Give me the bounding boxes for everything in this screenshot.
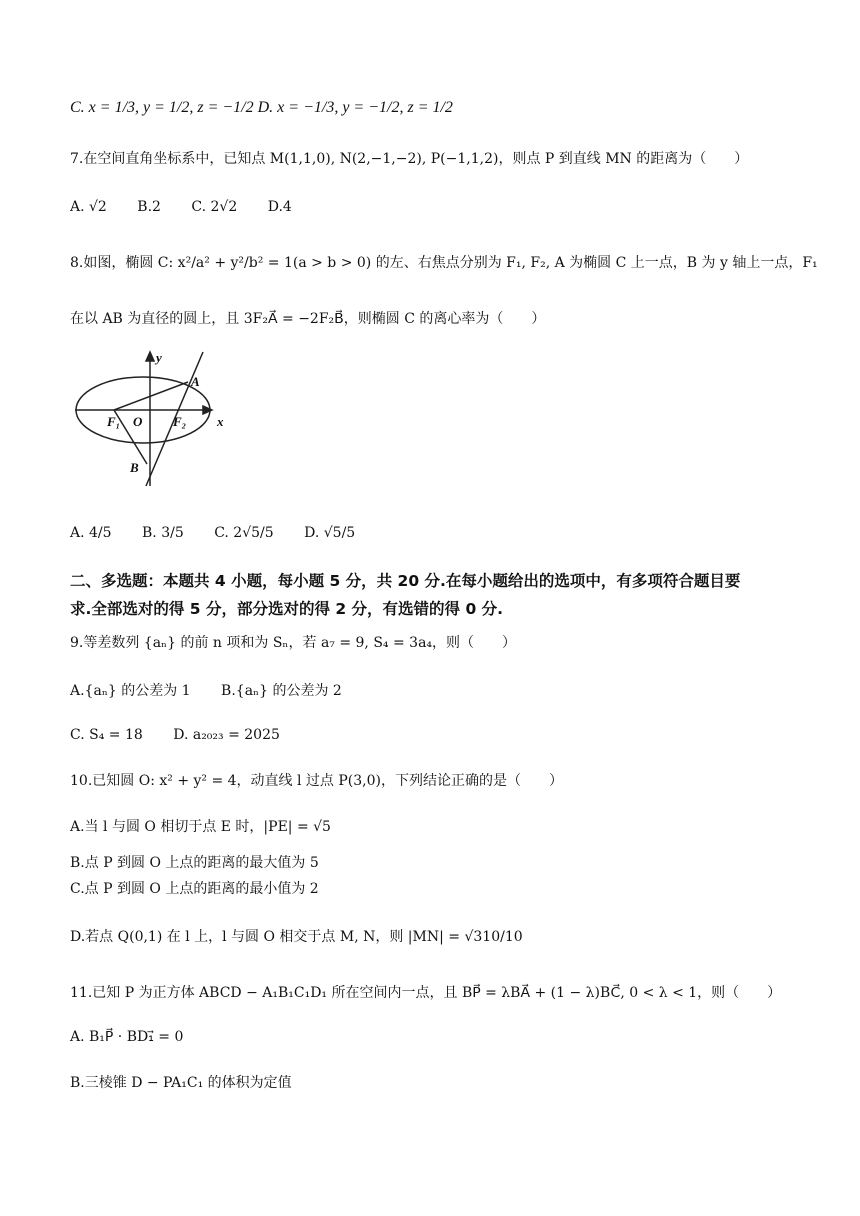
label-y: y: [156, 350, 162, 365]
q7-stem: 7.在空间直角坐标系中，已知点 M(1,1,0), N(2,−1,−2), P(−1,1,2)，则点 P 到直线 MN 的距离为（ ）: [70, 151, 749, 167]
q8-stem-2: 在以 AB 为直径的圆上，且 3F₂A⃗ = −2F₂B⃗，则椭圆 C 的离心率为（ ）: [70, 311, 546, 327]
y-axis-arrow: [146, 352, 154, 361]
q7-option-c: C. 2√2: [191, 199, 238, 215]
label-f1: F₁: [107, 414, 121, 429]
q11-option-b: B.三棱锥 D − PA₁C₁ 的体积为定值: [70, 1075, 292, 1091]
q8-option-d: D. √5/5: [304, 525, 356, 541]
q11-option-a: A. B₁P⃗ · BD₁⃗ = 0: [70, 1029, 184, 1045]
q9-option-b: B.{aₙ} 的公差为 2: [221, 683, 342, 699]
q8-option-b: B. 3/5: [142, 525, 184, 541]
q10-option-b: B.点 P 到圆 O 上点的距离的最大值为 5: [70, 855, 319, 871]
q7-option-b: B.2: [137, 199, 161, 215]
label-o: O: [133, 414, 143, 429]
q7-option-d: D.4: [267, 199, 292, 215]
q11-stem: 11.已知 P 为正方体 ABCD − A₁B₁C₁D₁ 所在空间内一点，且 BP⃗ = λBA⃗ + (1 − λ)BC⃗, 0 < λ < 1，则（ ）: [70, 985, 782, 1001]
q10-option-d: D.若点 Q(0,1) 在 l 上，l 与圆 O 相交于点 M, N，则 |MN| = √310/10: [70, 929, 523, 945]
q9-stem: 9.等差数列 {aₙ} 的前 n 项和为 Sₙ，若 a₇ = 9, S₄ = 3a₄，则（ ）: [70, 635, 517, 651]
q8-options: [70, 526, 381, 540]
q10-option-c: C.点 P 到圆 O 上点的距离的最小值为 2: [70, 881, 319, 897]
q8-option-a: A. 4/5: [70, 525, 112, 541]
label-b: B: [130, 460, 139, 475]
q10-stem: 10.已知圆 O: x² + y² = 4，动直线 l 过点 P(3,0)，下列结论正确的是（ ）: [70, 773, 563, 789]
q9-option-d: D. a₂₀₂₃ = 2025: [173, 727, 280, 743]
q8-option-c: C. 2√5/5: [214, 525, 274, 541]
q9-option-c: C. S₄ = 18: [70, 727, 143, 743]
q9-option-a: A.{aₙ} 的公差为 1: [70, 683, 191, 699]
q7-options: [70, 200, 318, 214]
q7-option-a: A. √2: [70, 199, 107, 215]
section-2-heading-2: 求.全部选对的得 5 分，部分选对的得 2 分，有选错的得 0 分.: [70, 600, 504, 618]
label-f2: F₂: [173, 414, 187, 429]
label-x: x: [217, 414, 224, 429]
label-a: A: [191, 374, 200, 389]
section-2-heading-1: 二、多选题：本题共 4 小题，每小题 5 分，共 20 分.在每小题给出的选项中，有多项符合题目要: [70, 572, 741, 590]
segment-f1-a: [114, 382, 188, 410]
q8-stem-1: 8.如图，椭圆 C: x²/a² + y²/b² = 1(a > b > 0) 的左、右焦点分别为 F₁, F₂, A 为椭圆 C 上一点，B 为 y 轴上一点，F₁: [70, 255, 818, 271]
ellipse-figure: [70, 346, 240, 491]
q9-options-cd: [70, 728, 306, 742]
x-axis-arrow: [203, 406, 212, 414]
q6-options: C. x = 1/3, y = 1/2, z = −1/2 D. x = −1/3, y = −1/2, z = 1/2: [70, 99, 453, 116]
q10-option-a: A.当 l 与圆 O 相切于点 E 时，|PE| = √5: [70, 819, 331, 835]
q9-options-ab: [70, 684, 368, 698]
